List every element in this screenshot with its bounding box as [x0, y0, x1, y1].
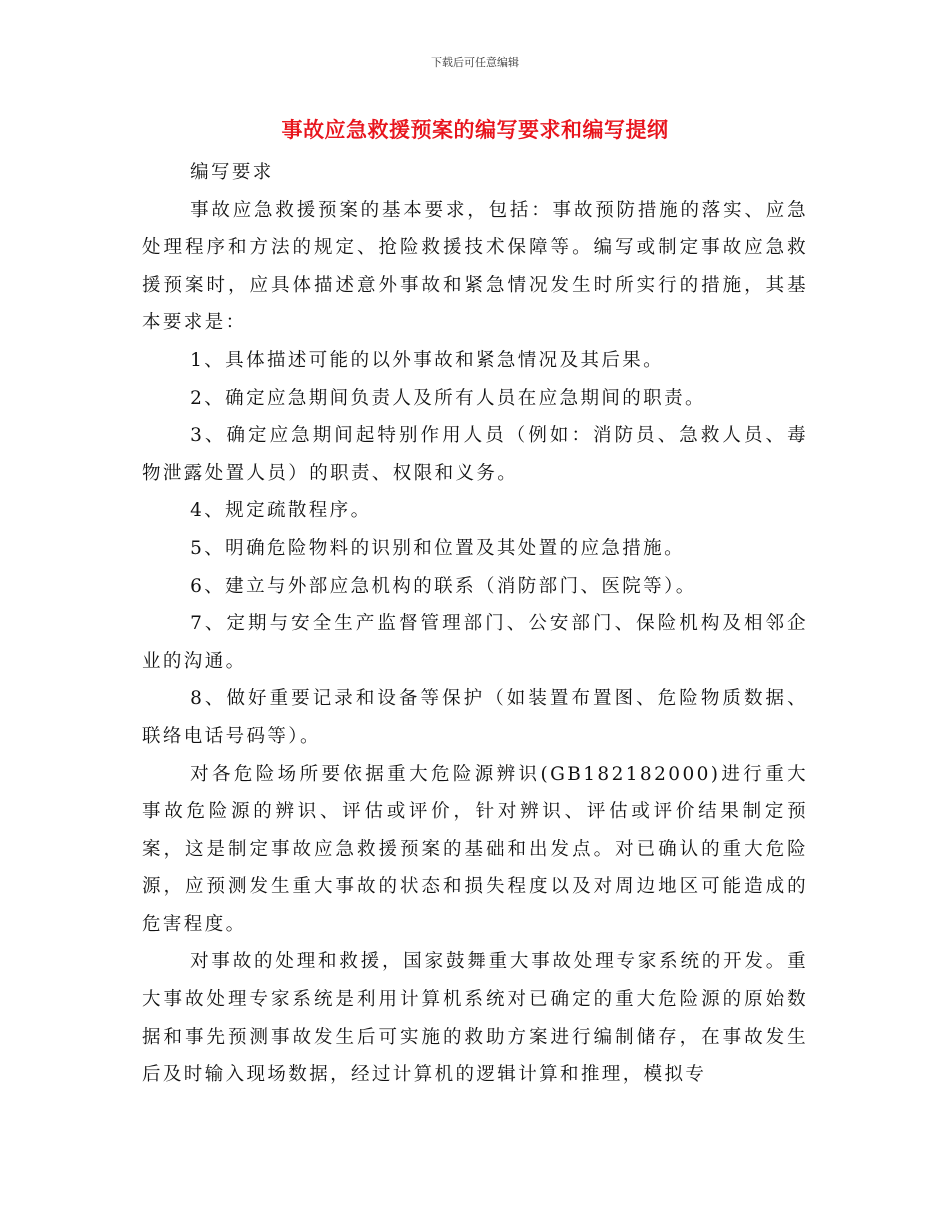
list-item-7: 7、定期与安全生产监督管理部门、公安部门、保险机构及相邻企业的沟通。: [142, 613, 808, 672]
list-item-3: 3、确定应急期间起特别作用人员（例如：消防员、急救人员、毒物泄露处置人员）的职责、权限和义务。: [142, 425, 808, 484]
paragraph-expert-system: 对事故的处理和救援，国家鼓舞重大事故处理专家系统的开发。重大事故处理专家系统是利用计算机系统对已确定的重大危险源的原始数据和事先预测事故发生后可实施的救助方案进行编制储存，在事故发生后及时输入现场数据，经过计算机的逻辑计算和推理，模拟专: [142, 951, 808, 1086]
paragraph-heading: 编写要求: [190, 162, 274, 183]
list-item-6: 6、建立与外部应急机构的联系（消防部门、医院等）。: [190, 575, 697, 597]
document-body: [142, 154, 808, 1094]
paragraph-intro: 事故应急救援预案的基本要求，包括：事故预防措施的落实、应急处理程序和方法的规定、抢险救援技术保障等。编写或制定事故应急救援预案时，应具体描述意外事故和紧急情况发生时所实行的措施，其基本要求是：: [142, 199, 808, 334]
list-item-4: 4、规定疏散程序。: [190, 500, 372, 522]
list-item-5: 5、明确危险物料的识别和位置及其处置的应急措施。: [190, 537, 685, 559]
document-title: 事故应急救援预案的编写要求和编写提纲: [281, 117, 669, 142]
list-item-2: 2、确定应急期间负责人及所有人员在应急期间的职责。: [190, 387, 706, 409]
list-item-8: 8、做好重要记录和设备等保护（如装置布置图、危险物质数据、联络电话号码等）。: [142, 688, 808, 747]
list-item-1: 1、具体描述可能的以外事故和紧急情况及其后果。: [190, 349, 665, 371]
page-header-note: 下载后可任意编辑: [431, 56, 519, 69]
paragraph-hazard-identification: 对各危险场所要依据重大危险源辨识(GB182182000)进行重大事故危险源的辨识、评估或评价，针对辨识、评估或评价结果制定预案，这是制定事故应急救援预案的基础和出发点。对已确认的重大危险源，应预测发生重大事故的状态和损失程度以及对周边地区可能造成的危害程度。: [142, 763, 808, 935]
